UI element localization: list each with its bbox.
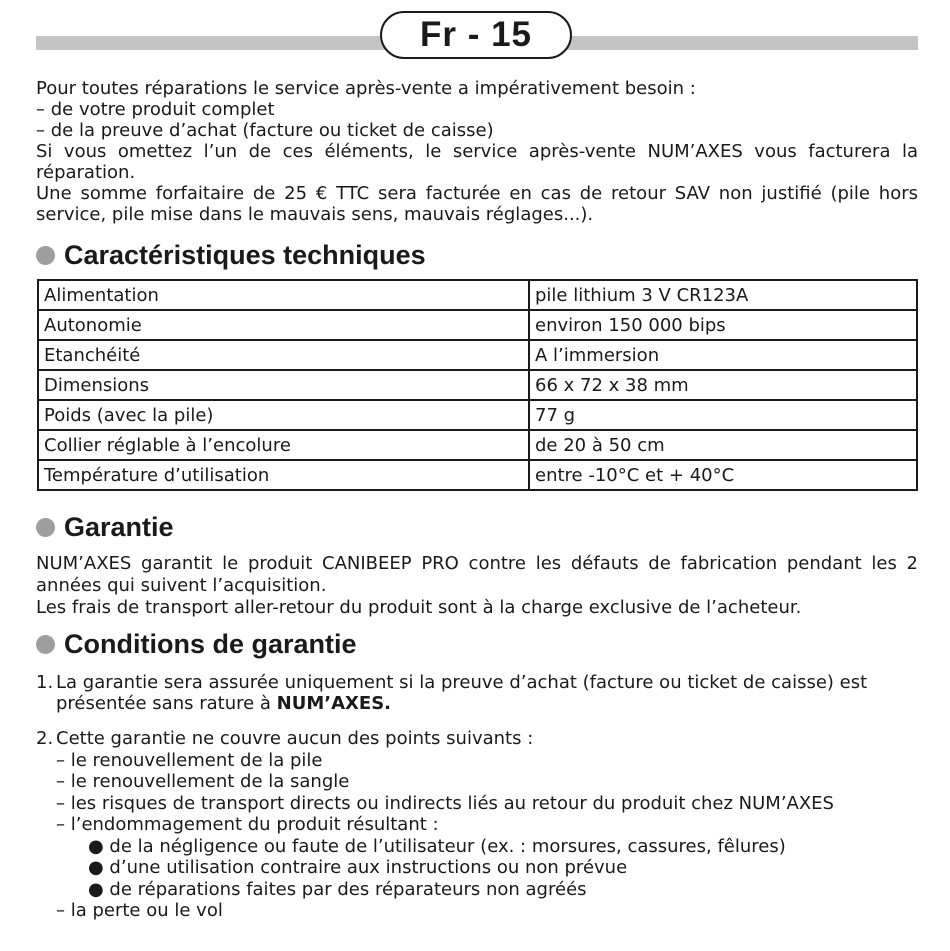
section-heading-specs [36,240,426,270]
specs-table [37,279,918,491]
spec-value: 66 x 72 x 38 mm [529,370,917,400]
intro-line: Une somme forfaitaire de 25 € TTC sera facturée en cas de retour SAV non justifié (pile hors [36,183,918,204]
list-item: – la perte ou le vol [56,900,223,921]
section-title: Conditions de garantie [64,629,357,659]
section-title: Garantie [64,512,174,542]
spec-label: Température d’utilisation [38,460,529,490]
spec-value: environ 150 000 bips [529,310,917,340]
spec-value: pile lithium 3 V CR123A [529,280,917,310]
spec-label: Autonomie [38,310,529,340]
intro-line: réparation. [36,162,136,183]
list-item: ● d’une utilisation contraire aux instructions ou non prévue [88,857,628,878]
spec-value: A l’immersion [529,340,917,370]
table-row [38,460,917,490]
list-item: – le renouvellement de la sangle [56,771,350,792]
intro-line: Pour toutes réparations le service après-vente a impérativement besoin : [36,78,696,99]
condition-line: La garantie sera assurée uniquement si la preuve d’achat (facture ou ticket de caisse) est [56,672,868,693]
condition-line [56,693,391,714]
list-item: – l’endommagement du produit résultant : [56,814,439,835]
table-row [38,340,917,370]
section-bullet-icon [36,635,55,654]
list-item: – le renouvellement de la pile [56,750,323,771]
table-row [38,430,917,460]
table-row [38,310,917,340]
warranty-line: NUM’AXES garantit le produit CANIBEEP PRO contre les défauts de fabrication pendant les 2 [36,553,918,574]
section-heading-warranty [36,512,174,542]
table-row [38,280,917,310]
intro-line: – de la preuve d’achat (facture ou ticket de caisse) [36,120,494,141]
spec-label: Alimentation [38,280,529,310]
brand-name: NUM’AXES. [276,693,392,714]
condition-text: présentée sans rature à [56,693,277,714]
section-bullet-icon [36,246,55,265]
spec-label: Collier réglable à l’encolure [38,430,529,460]
spec-value: de 20 à 50 cm [529,430,917,460]
spec-label: Poids (avec la pile) [38,400,529,430]
list-number: 1. [36,672,54,693]
section-bullet-icon [36,518,55,537]
section-title: Caractéristiques techniques [64,240,426,270]
spec-label: Etanchéité [38,340,529,370]
list-item: ● de réparations faites par des réparateurs non agréés [88,879,587,900]
spec-value: 77 g [529,400,917,430]
spec-label: Dimensions [38,370,529,400]
condition-line: Cette garantie ne couvre aucun des points suivants : [56,728,534,749]
list-number: 2. [36,728,54,749]
list-item: – les risques de transport directs ou indirects liés au retour du produit chez NUM’AXES [56,793,834,814]
warranty-line: Les frais de transport aller-retour du produit sont à la charge exclusive de l’acheteur. [36,597,802,618]
intro-line: – de votre produit complet [36,99,275,120]
table-row [38,400,917,430]
spec-value: entre -10°C et + 40°C [529,460,917,490]
intro-line: service, pile mise dans le mauvais sens, mauvais réglages...). [36,204,594,225]
list-item: ● de la négligence ou faute de l’utilisateur (ex. : morsures, cassures, fêlures) [88,836,786,857]
intro-line: Si vous omettez l’un de ces éléments, le service après-vente NUM’AXES vous facturera la [36,141,918,162]
page-label: Fr - 15 [380,11,572,59]
table-row [38,370,917,400]
section-heading-conditions [36,629,357,659]
warranty-line: années qui suivent l’acquisition. [36,575,327,596]
